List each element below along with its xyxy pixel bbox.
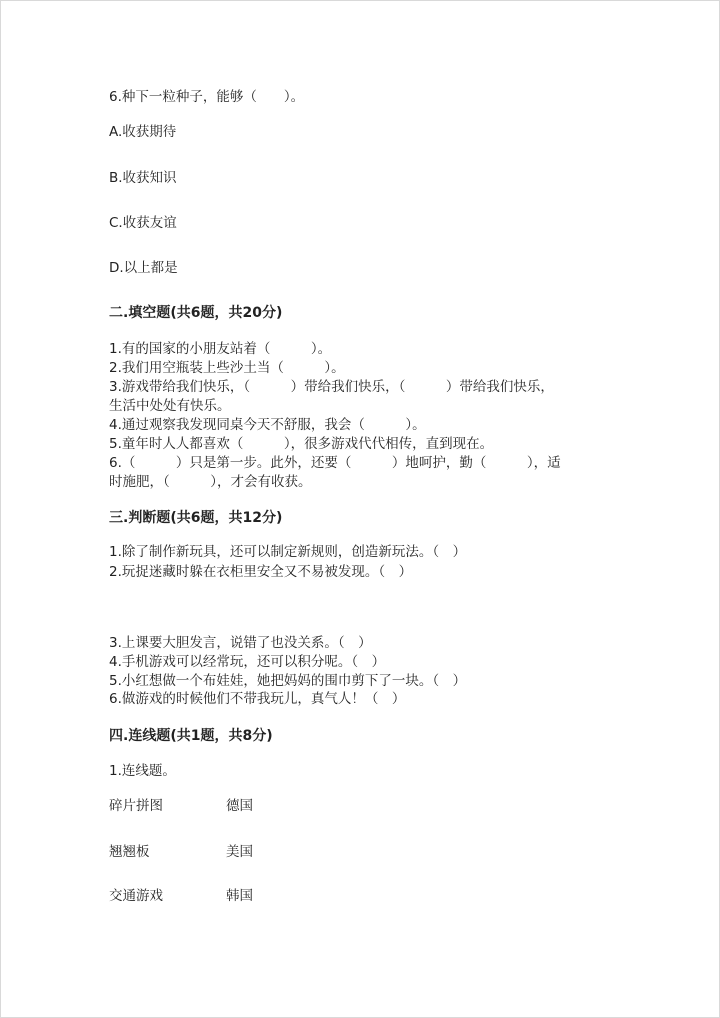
judge-6: 6.做游戏的时候他们不带我玩儿，真气人！（ ） (109, 691, 406, 707)
section-2-title: 二.填空题(共6题，共20分) (109, 305, 283, 321)
fill-blank-4: 4.通过观察我发现同桌今天不舒服，我会（ ）。 (109, 417, 426, 433)
fill-blank-1: 1.有的国家的小朋友站着（ ）。 (109, 341, 332, 357)
judge-1: 1.除了制作新玩具，还可以制定新规则，创造新玩法。（ ） (109, 544, 467, 560)
fill-blank-6: 6.（ ）只是第一步。此外，还要（ ）地呵护，勤（ ），适 (109, 455, 561, 471)
matching-left-2: 翘翘板 (109, 844, 150, 860)
option-c: C.收获友谊 (109, 215, 177, 231)
matching-right-3: 韩国 (226, 888, 253, 904)
matching-right-1: 德国 (226, 798, 253, 814)
matching-right-2: 美国 (226, 844, 253, 860)
fill-blank-3-cont: 生活中处处有快乐。 (109, 398, 231, 414)
judge-4: 4.手机游戏可以经常玩，还可以积分呢。（ ） (109, 654, 386, 670)
matching-question: 1.连线题。 (109, 763, 176, 779)
matching-left-3: 交通游戏 (109, 888, 163, 904)
question-6-stem: 6.种下一粒种子，能够（ ）。 (109, 89, 305, 105)
fill-blank-5: 5.童年时人人都喜欢（ ），很多游戏代代相传，直到现在。 (109, 436, 494, 452)
fill-blank-2: 2.我们用空瓶装上些沙土当（ ）。 (109, 360, 345, 376)
matching-left-1: 碎片拼图 (109, 798, 163, 814)
fill-blank-3: 3.游戏带给我们快乐，（ ）带给我们快乐，（ ）带给我们快乐， (109, 379, 554, 395)
option-d: D.以上都是 (109, 260, 178, 276)
judge-2: 2.玩捉迷藏时躲在衣柜里安全又不易被发现。（ ） (109, 564, 413, 580)
section-4-title: 四.连线题(共1题，共8分) (109, 728, 273, 744)
fill-blank-6-cont: 时施肥，（ ），才会有收获。 (109, 474, 312, 490)
option-b: B.收获知识 (109, 170, 177, 186)
option-a: A.收获期待 (109, 124, 177, 140)
judge-5: 5.小红想做一个布娃娃，她把妈妈的围巾剪下了一块。（ ） (109, 673, 467, 689)
section-3-title: 三.判断题(共6题，共12分) (109, 510, 283, 526)
judge-3: 3.上课要大胆发言，说错了也没关系。（ ） (109, 635, 372, 651)
